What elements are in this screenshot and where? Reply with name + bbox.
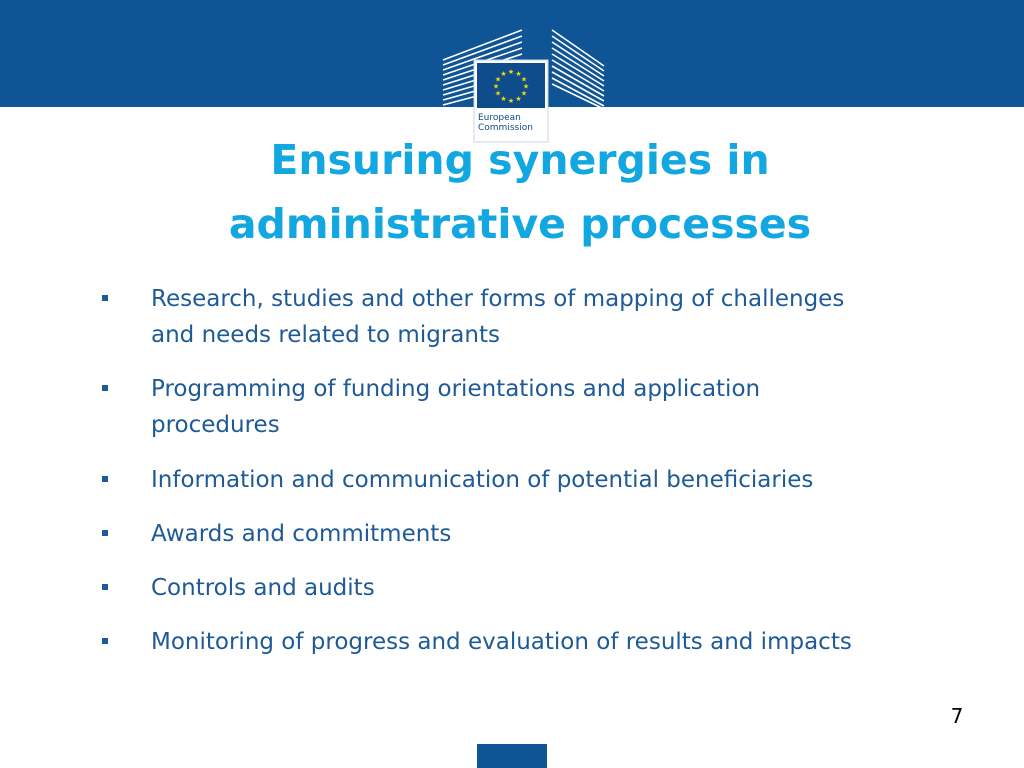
- bullet-text: [151, 371, 951, 443]
- bullet-marker-icon: [102, 584, 108, 590]
- bullet-line: and needs related to migrants: [151, 322, 500, 348]
- slide-title: [60, 128, 980, 256]
- svg-text:★: ★: [522, 82, 530, 91]
- logo-text-line-1: European: [478, 113, 521, 123]
- svg-text:★: ★: [515, 95, 522, 103]
- bullet-text: [151, 624, 951, 660]
- bullet-line: Information and communication of potential beneficiaries: [151, 467, 814, 493]
- svg-text:★: ★: [520, 75, 528, 84]
- bullet-text: [151, 516, 951, 552]
- slide-title-line-1: Ensuring synergies in: [270, 136, 770, 184]
- bullet-line: Controls and audits: [151, 575, 375, 601]
- svg-text:★: ★: [492, 82, 500, 91]
- svg-text:★: ★: [494, 75, 502, 84]
- bullet-line: Awards and commitments: [151, 521, 452, 547]
- bullet-line: Monitoring of progress and evaluation of results and impacts: [151, 629, 852, 655]
- svg-text:★: ★: [500, 95, 507, 103]
- footer-tab: [477, 744, 547, 768]
- bullet-line: Programming of funding orientations and application: [151, 376, 761, 402]
- svg-text:★: ★: [515, 70, 522, 78]
- building-right-lines: [552, 30, 604, 109]
- svg-text:★: ★: [500, 70, 507, 78]
- svg-text:★: ★: [520, 89, 528, 98]
- logo-text-line-2: Commission: [478, 123, 533, 133]
- svg-text:★: ★: [507, 68, 515, 76]
- bullet-text: [151, 570, 951, 606]
- bullet-line: procedures: [151, 412, 280, 438]
- bullet-marker-icon: [102, 385, 108, 391]
- bullet-marker-icon: [102, 295, 108, 301]
- bullet-marker-icon: [102, 638, 108, 644]
- bullet-marker-icon: [102, 530, 108, 536]
- bullet-text: [151, 281, 951, 353]
- bullet-line: Research, studies and other forms of mapping of challenges: [151, 286, 845, 312]
- bullet-marker-icon: [102, 476, 108, 482]
- european-commission-logo: [440, 26, 606, 144]
- page-number: 7: [950, 704, 964, 728]
- svg-text:★: ★: [494, 89, 502, 98]
- svg-text:★: ★: [507, 97, 515, 105]
- bullet-text: [151, 462, 951, 498]
- slide-title-line-2: administrative processes: [228, 200, 812, 248]
